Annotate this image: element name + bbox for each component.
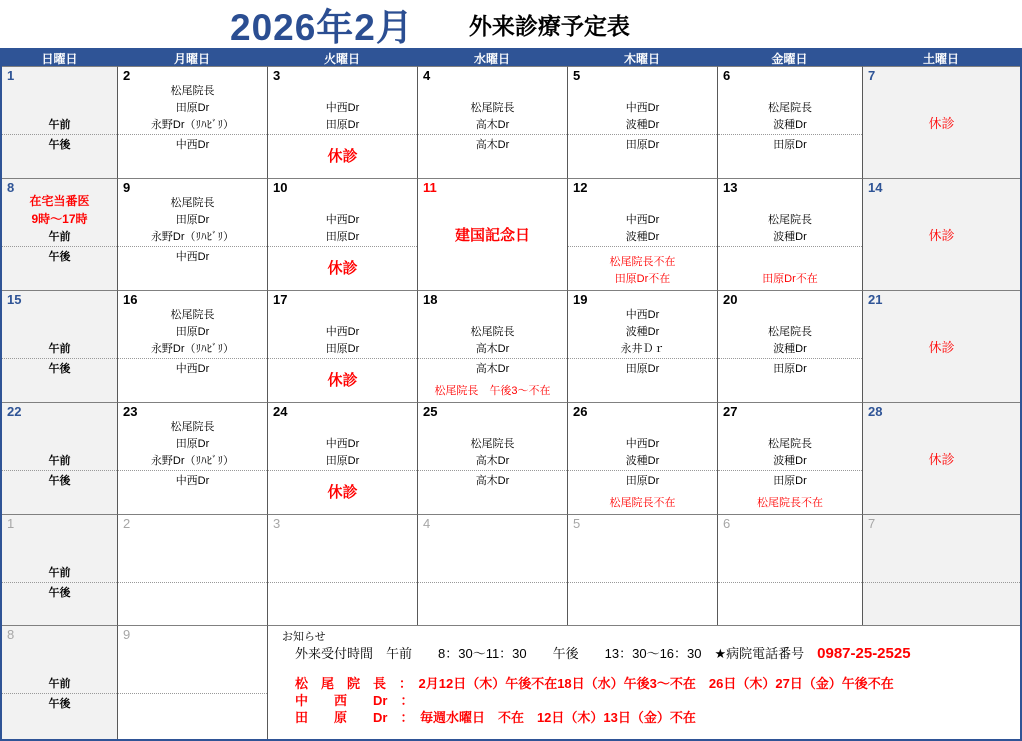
- doctor-name: 松尾院長: [170, 421, 215, 433]
- notice-heading: お知らせ: [282, 631, 326, 643]
- weekday-header: 水曜日: [417, 50, 567, 66]
- am-label: 午前: [48, 455, 71, 467]
- doctor-name: 田原Dr: [325, 231, 360, 243]
- date-number: 9: [123, 627, 131, 642]
- doctor-name: 松尾院長: [170, 85, 215, 97]
- doctor-name: 中西Dr: [325, 438, 360, 450]
- calendar-day-cell: [567, 178, 717, 290]
- pm-doctors: [118, 358, 267, 402]
- date-number: 25: [423, 404, 438, 419]
- doctor-name: 田原Dr: [325, 343, 360, 355]
- am-doctors: [418, 304, 567, 358]
- am-doctors: [568, 192, 717, 246]
- calendar-day-cell: [417, 178, 567, 290]
- date-number: 7: [868, 68, 876, 83]
- calendar-day-cell: [417, 66, 567, 178]
- pm-doctors: [268, 134, 417, 178]
- date-number: 6: [723, 516, 731, 531]
- am-doctors: [268, 528, 417, 582]
- date-number: 2: [123, 516, 131, 531]
- am-doctors: [268, 80, 417, 134]
- date-number: 21: [868, 292, 883, 307]
- calendar-day-cell: [267, 66, 417, 178]
- am-doctors: [2, 639, 117, 693]
- doctor-name: 田原Dr: [325, 119, 360, 131]
- am-doctors: [118, 80, 267, 134]
- doctor-name: 中西Dr: [625, 214, 660, 226]
- date-number: 7: [868, 516, 876, 531]
- date-number: 23: [123, 404, 138, 419]
- doctor-name: 中西Dr: [325, 214, 360, 226]
- pm-label: 午後: [48, 139, 71, 151]
- closed-label: 休診: [327, 260, 358, 277]
- date-number: 20: [723, 292, 738, 307]
- doctor-name: 中西Dr: [175, 475, 210, 487]
- doctor-name: 中西Dr: [175, 251, 210, 263]
- am-doctors: [268, 304, 417, 358]
- date-number: 28: [868, 404, 883, 419]
- am-label: 午前: [48, 119, 71, 131]
- doctor-name: 田原Dr: [625, 475, 660, 487]
- date-number: 5: [573, 68, 581, 83]
- calendar-day-cell: [2, 178, 117, 290]
- pm-label: 午後: [48, 251, 71, 263]
- date-number: 22: [7, 404, 22, 419]
- date-number: 4: [423, 68, 431, 83]
- calendar-day-cell: [862, 66, 1020, 178]
- pm-doctors: [863, 582, 1020, 625]
- pm-doctors: [568, 582, 717, 625]
- am-doctors: [718, 80, 862, 134]
- absence-notes: [718, 495, 862, 512]
- title-bar: [0, 0, 1022, 48]
- am-doctors: [863, 528, 1020, 582]
- calendar-day-cell: [117, 178, 267, 290]
- am-doctors: [718, 528, 862, 582]
- closed-label: 休診: [327, 484, 358, 501]
- pm-doctors: [268, 246, 417, 290]
- reception-hours: [295, 643, 911, 662]
- pm-doctors: [118, 134, 267, 178]
- absence-notes: [568, 254, 717, 288]
- weekday-header: 金曜日: [717, 50, 862, 66]
- doctor-name: 高木Dr: [475, 475, 510, 487]
- doctor-name: 波種Dr: [773, 119, 807, 131]
- date-number: 11: [423, 180, 437, 195]
- doctor-name: 中西Dr: [325, 102, 360, 114]
- calendar-day-cell: [567, 290, 717, 402]
- closed-label: 休診: [928, 116, 955, 131]
- doctor-name: 松尾院長: [768, 438, 812, 450]
- am-doctors: [568, 80, 717, 134]
- calendar-day-cell: [2, 625, 117, 739]
- am-label: 午前: [48, 678, 71, 690]
- calendar-day-cell: [2, 66, 117, 178]
- am-doctors: [2, 304, 117, 358]
- am-label: 午前: [48, 231, 71, 243]
- doctor-name: 波種Dr: [625, 231, 660, 243]
- summary-line: 田 原 Dr ： 毎週水曜日 不在 12日（木）13日（金）不在: [295, 710, 696, 725]
- calendar-day-cell: [117, 402, 267, 514]
- calendar-day-cell: [417, 402, 567, 514]
- am-doctors: [718, 304, 862, 358]
- doctor-name: 松尾院長: [470, 326, 515, 338]
- pm-doctors: [718, 134, 862, 178]
- doctor-name: 波種Dr: [625, 119, 660, 131]
- date-number: 3: [273, 516, 281, 531]
- pm-doctors: [418, 582, 567, 625]
- calendar-day-cell: [117, 66, 267, 178]
- absence-note-line: 田原Dr不在: [762, 273, 818, 285]
- am-doctors: [718, 416, 862, 470]
- am-doctors: [568, 416, 717, 470]
- date-number: 3: [273, 68, 281, 83]
- am-doctors: [268, 192, 417, 246]
- absence-note-line: 松尾院長不在: [609, 497, 676, 509]
- doctor-name: 波種Dr: [625, 455, 660, 467]
- doctor-name: 永野Dr（ﾘﾊﾋﾞﾘ）: [150, 231, 235, 243]
- calendar-day-cell: [862, 402, 1020, 514]
- summary-line: 中 西 Dr ：: [295, 693, 414, 708]
- doctor-name: 中西Dr: [325, 326, 360, 338]
- absence-notes: [718, 271, 862, 288]
- date-number: 8: [7, 180, 15, 195]
- doctor-name: 永野Dr（ﾘﾊﾋﾞﾘ）: [150, 455, 235, 467]
- am-doctors: [118, 304, 267, 358]
- pm-doctors: [118, 470, 267, 514]
- date-number: 24: [273, 404, 288, 419]
- date-number: 5: [573, 516, 581, 531]
- absence-note-line: 田原Dr不在: [614, 273, 671, 285]
- doctor-name: 波種Dr: [773, 455, 807, 467]
- doctor-name: 田原Dr: [325, 455, 360, 467]
- absence-note-line: 松尾院長不在: [609, 256, 676, 268]
- doctor-name: 田原Dr: [773, 363, 807, 375]
- date-number: 8: [7, 627, 15, 642]
- pm-label: 午後: [48, 587, 71, 599]
- doctor-name: 松尾院長: [170, 309, 215, 321]
- pm-doctors: [118, 582, 267, 625]
- calendar-day-cell: [267, 290, 417, 402]
- page-title-month: 2026年2月: [230, 7, 414, 48]
- pm-doctors: [718, 582, 862, 625]
- absence-note-line: 松尾院長 午後3～不在: [434, 385, 551, 397]
- calendar-day-cell: [717, 290, 862, 402]
- weekday-header: 土曜日: [862, 50, 1020, 66]
- absence-note-line: 松尾院長不在: [757, 497, 823, 509]
- am-doctors: [118, 192, 267, 246]
- reception-hours-text: 外来受付時間 午前 8：30～11：30 午後 13：30～16：30 ★病院電話番号: [295, 646, 818, 661]
- weekday-header: 木曜日: [567, 50, 717, 66]
- am-doctors: [2, 416, 117, 470]
- calendar-table: [0, 48, 1022, 741]
- am-doctors: [418, 528, 567, 582]
- pm-doctors: [568, 358, 717, 402]
- pm-doctors: [2, 358, 117, 402]
- date-number: 15: [7, 292, 22, 307]
- absence-notes: [418, 383, 567, 400]
- doctor-name: 松尾院長: [768, 326, 812, 338]
- am-doctors: [118, 639, 267, 693]
- closed-label: 休診: [928, 452, 955, 467]
- calendar-day-cell: [717, 178, 862, 290]
- doctor-name: 田原Dr: [773, 475, 807, 487]
- date-number: 2: [123, 68, 131, 83]
- closed-label: 休診: [327, 372, 358, 389]
- calendar-day-cell: [417, 514, 567, 625]
- doctor-name: 松尾院長: [768, 214, 812, 226]
- am-doctors: [418, 416, 567, 470]
- phone-number: 0987-25-2525: [817, 645, 911, 662]
- calendar-day-cell: [2, 290, 117, 402]
- pm-label: 午後: [48, 698, 71, 710]
- calendar-day-cell: [862, 514, 1020, 625]
- pm-doctors: [418, 470, 567, 514]
- closed-label: 休診: [928, 340, 955, 355]
- pm-doctors: [268, 582, 417, 625]
- calendar-day-cell: [717, 66, 862, 178]
- am-doctors: [2, 192, 117, 246]
- am-doctors: [268, 416, 417, 470]
- closed-label: 休診: [928, 228, 955, 243]
- pm-doctors: [268, 470, 417, 514]
- calendar-day-cell: [567, 514, 717, 625]
- am-doctors: [568, 304, 717, 358]
- doctor-name: 田原Dr: [175, 326, 210, 338]
- calendar-day-cell: [117, 625, 267, 739]
- date-number: 1: [7, 68, 15, 83]
- doctor-name: 永野Dr（ﾘﾊﾋﾞﾘ）: [150, 119, 235, 131]
- doctor-name: 高木Dr: [475, 363, 510, 375]
- am-doctors: [2, 80, 117, 134]
- am-label: 午前: [48, 343, 71, 355]
- date-number: 1: [7, 516, 15, 531]
- doctor-name: 永野Dr（ﾘﾊﾋﾞﾘ）: [150, 343, 235, 355]
- date-number: 27: [723, 404, 738, 419]
- doctor-name: 高木Dr: [475, 343, 510, 355]
- on-call-line: 在宅当番医: [29, 194, 90, 208]
- pm-doctors: [2, 134, 117, 178]
- doctor-absence-summary: [295, 675, 894, 726]
- calendar-day-cell: [567, 66, 717, 178]
- date-number: 9: [123, 180, 131, 195]
- weekday-header: 月曜日: [117, 50, 267, 66]
- doctor-name: 波種Dr: [625, 326, 660, 338]
- doctor-name: 松尾院長: [170, 197, 215, 209]
- date-number: 17: [273, 292, 288, 307]
- doctor-name: 波種Dr: [773, 343, 807, 355]
- calendar-day-cell: [417, 290, 567, 402]
- calendar-day-cell: [267, 178, 417, 290]
- date-number: 13: [723, 180, 738, 195]
- notice-area: [267, 625, 1020, 739]
- summary-line: 松 尾 院 長 ： 2月12日（木）午後不在18日（水）午後3～不在 26日（木）27日（金）午後不在: [295, 676, 894, 691]
- am-doctors: [568, 528, 717, 582]
- calendar-day-cell: [117, 514, 267, 625]
- calendar-day-cell: [717, 514, 862, 625]
- pm-doctors: [2, 693, 117, 739]
- pm-doctors: [268, 358, 417, 402]
- pm-doctors: [718, 358, 862, 402]
- am-label: 午前: [48, 567, 71, 579]
- weekday-header: 日曜日: [2, 50, 117, 66]
- calendar-day-cell: [2, 402, 117, 514]
- pm-doctors: [118, 246, 267, 290]
- calendar-day-cell: [267, 514, 417, 625]
- pm-doctors: [2, 470, 117, 514]
- pm-label: 午後: [48, 475, 71, 487]
- doctor-name: 中西Dr: [175, 139, 210, 151]
- doctor-name: 田原Dr: [175, 438, 210, 450]
- date-number: 16: [123, 292, 138, 307]
- holiday-label: 建国記念日: [454, 227, 530, 244]
- calendar-day-cell: [2, 514, 117, 625]
- weekday-header: 火曜日: [267, 50, 417, 66]
- calendar-day-cell: [717, 402, 862, 514]
- absence-notes: [568, 495, 717, 512]
- am-doctors: [118, 416, 267, 470]
- on-call-line: 9時～17時: [31, 212, 88, 226]
- am-doctors: [418, 80, 567, 134]
- doctor-name: 田原Dr: [773, 139, 807, 151]
- calendar-day-cell: [567, 402, 717, 514]
- pm-doctors: [2, 582, 117, 625]
- pm-doctors: [2, 246, 117, 290]
- am-doctors: [718, 192, 862, 246]
- date-number: 4: [423, 516, 431, 531]
- doctor-name: 田原Dr: [175, 102, 210, 114]
- doctor-name: 松尾院長: [470, 438, 515, 450]
- calendar-day-cell: [862, 290, 1020, 402]
- pm-doctors: [118, 693, 267, 739]
- doctor-name: 高木Dr: [475, 139, 510, 151]
- calendar-day-cell: [117, 290, 267, 402]
- doctor-name: 波種Dr: [773, 231, 807, 243]
- doctor-name: 高木Dr: [475, 119, 510, 131]
- doctor-name: 田原Dr: [625, 363, 660, 375]
- date-number: 6: [723, 68, 731, 83]
- doctor-name: 中西Dr: [625, 438, 660, 450]
- date-number: 26: [573, 404, 588, 419]
- am-doctors: [118, 528, 267, 582]
- date-number: 14: [868, 180, 883, 195]
- closed-label: 休診: [327, 148, 358, 165]
- pm-doctors: [568, 134, 717, 178]
- doctor-name: 高木Dr: [475, 455, 510, 467]
- pm-label: 午後: [48, 363, 71, 375]
- am-doctors: [2, 528, 117, 582]
- doctor-name: 田原Dr: [625, 139, 660, 151]
- date-number: 19: [573, 292, 588, 307]
- page-title-label: 外来診療予定表: [468, 12, 630, 39]
- doctor-name: 永井Ｄｒ: [620, 343, 665, 355]
- date-number: 18: [423, 292, 438, 307]
- calendar-day-cell: [267, 402, 417, 514]
- doctor-name: 松尾院長: [470, 102, 515, 114]
- doctor-name: 田原Dr: [175, 214, 210, 226]
- date-number: 10: [273, 180, 288, 195]
- doctor-name: 中西Dr: [625, 309, 660, 321]
- pm-doctors: [418, 134, 567, 178]
- doctor-name: 中西Dr: [175, 363, 210, 375]
- doctor-name: 松尾院長: [768, 102, 812, 114]
- date-number: 12: [573, 180, 588, 195]
- doctor-name: 中西Dr: [625, 102, 660, 114]
- calendar-day-cell: [862, 178, 1020, 290]
